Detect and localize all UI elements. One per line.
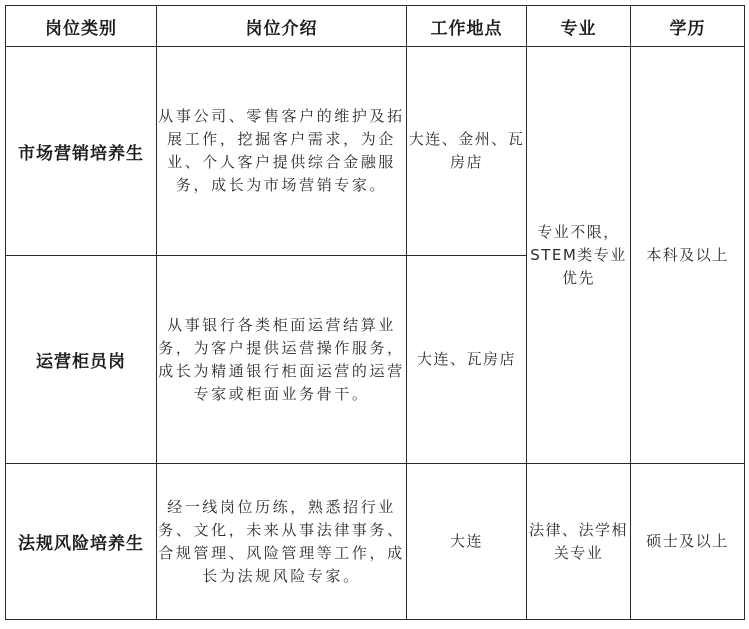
location-cell: 大连、瓦房店 xyxy=(407,256,527,464)
category-cell: 市场营销培养生 xyxy=(6,47,157,256)
education-cell: 硕士及以上 xyxy=(631,464,745,620)
major-cell: 法律、法学相关专业 xyxy=(527,464,631,620)
table-row xyxy=(6,464,745,620)
table-row xyxy=(6,47,745,256)
header-location: 工作地点 xyxy=(407,6,527,47)
intro-cell: 经一线岗位历练，熟悉招行业务、文化，未来从事法律事务、合规管理、风险管理等工作，成长为法规风险专家。 xyxy=(157,464,407,620)
header-education: 学历 xyxy=(631,6,745,47)
header-intro: 岗位介绍 xyxy=(157,6,407,47)
location-cell: 大连 xyxy=(407,464,527,620)
intro-cell: 从事银行各类柜面运营结算业务，为客户提供运营操作服务，成长为精通银行柜面运营的运营专家或柜面业务骨干。 xyxy=(157,256,407,464)
job-positions-table xyxy=(5,5,745,620)
table-header-row xyxy=(6,6,745,47)
education-cell-merged: 本科及以上 xyxy=(631,47,745,464)
location-cell: 大连、金州、瓦房店 xyxy=(407,47,527,256)
major-cell-merged: 专业不限，STEM类专业优先 xyxy=(527,47,631,464)
category-cell: 运营柜员岗 xyxy=(6,256,157,464)
category-cell: 法规风险培养生 xyxy=(6,464,157,620)
header-major: 专业 xyxy=(527,6,631,47)
intro-cell: 从事公司、零售客户的维护及拓展工作，挖掘客户需求，为企业、个人客户提供综合金融服务，成长为市场营销专家。 xyxy=(157,47,407,256)
header-category: 岗位类别 xyxy=(6,6,157,47)
